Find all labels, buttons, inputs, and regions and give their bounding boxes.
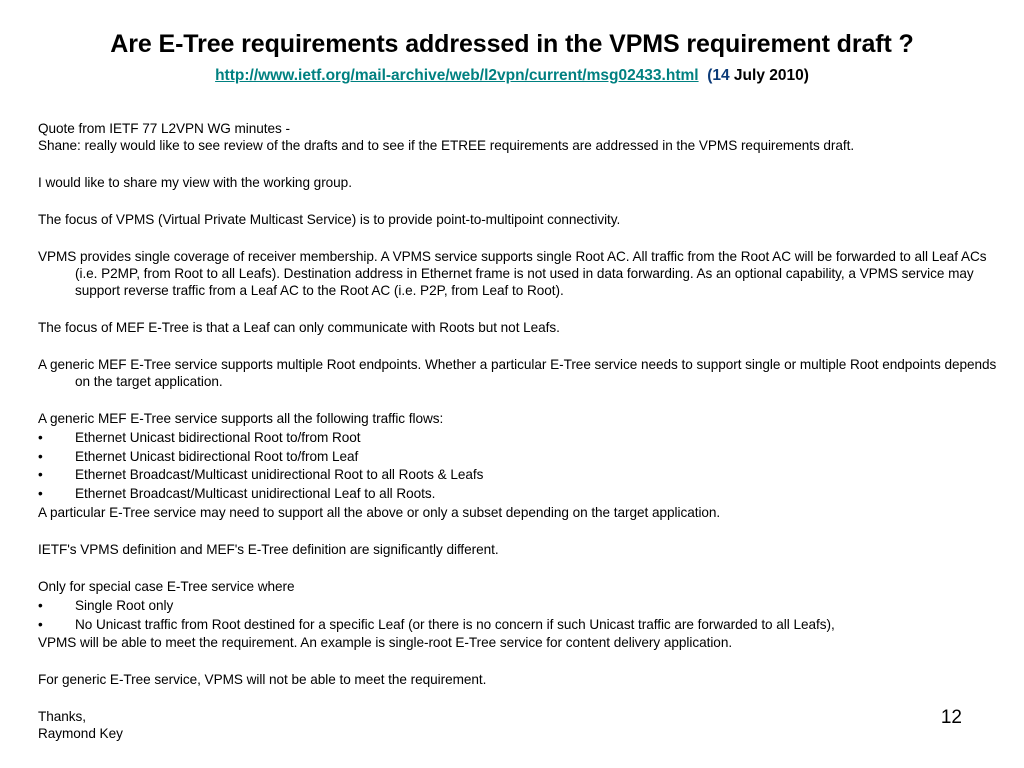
list-item xyxy=(38,466,998,483)
list-item xyxy=(38,448,998,465)
slide-body xyxy=(38,120,998,742)
quote-text: Shane: really would like to see review of the drafts and to see if the ETREE requirements are addressed in the VPMS requirements draft. xyxy=(38,138,855,153)
traffic-flows-list xyxy=(38,429,998,502)
vpms-coverage: VPMS provides single coverage of receiver membership. A VPMS service supports single Root AC. All traffic from the Root AC will be forwarded to all Leaf ACs (i.e. P2MP, from Root to all Leafs). Destination address in Ethernet frame is not used in data forwarding. As an optional capability, a VPMS service may support reverse traffic from a Leaf AC to the Root AC (i.e. P2P, from Leaf to Root). xyxy=(38,249,987,298)
list-item-text: Ethernet Unicast bidirectional Root to/from Root xyxy=(75,429,361,445)
list-item-text: Ethernet Unicast bidirectional Root to/from Leaf xyxy=(75,448,359,464)
slide-title: Are E-Tree requirements addressed in the VPMS requirement draft ? xyxy=(110,30,914,58)
mail-archive-link[interactable]: http://www.ietf.org/mail-archive/web/l2vpn/current/msg02433.html xyxy=(215,67,699,84)
quote-intro: Quote from IETF 77 L2VPN WG minutes - xyxy=(38,121,290,136)
list-item xyxy=(38,597,998,614)
date-day: 14 xyxy=(712,67,730,84)
date-open-paren: ( xyxy=(707,67,713,84)
bullet-icon: • xyxy=(38,429,43,445)
list-item-text: Ethernet Broadcast/Multicast unidirectional Root to all Roots & Leafs xyxy=(75,467,484,483)
list-item-text: No Unicast traffic from Root destined for a specific Leaf (or there is no concern if such Unicast traffic are forwarded to all Leafs), xyxy=(75,616,835,632)
thanks: Thanks, xyxy=(38,709,87,725)
list-item-text: Single Root only xyxy=(75,597,174,613)
bullet-icon: • xyxy=(38,616,43,632)
etree-focus: The focus of MEF E-Tree is that a Leaf can only communicate with Roots but not Leafs. xyxy=(38,320,560,335)
generic-conclusion: For generic E-Tree service, VPMS will not be able to meet the requirement. xyxy=(38,672,487,688)
bullet-icon: • xyxy=(38,486,43,502)
list-item-text: Ethernet Broadcast/Multicast unidirectional Leaf to all Roots. xyxy=(75,486,436,502)
special-case-intro: Only for special case E-Tree service where xyxy=(38,578,295,594)
special-case-outro: VPMS will be able to meet the requirement. An example is single-root E-Tree service for content delivery application. xyxy=(38,635,733,651)
signature: Raymond Key xyxy=(38,726,123,742)
share-statement: I would like to share my view with the working group. xyxy=(38,175,352,190)
list-item xyxy=(38,429,998,446)
bullet-icon: • xyxy=(38,467,43,483)
flows-outro: A particular E-Tree service may need to support all the above or only a subset depending on the target application. xyxy=(38,504,721,520)
date-month-year: July 2010) xyxy=(729,67,809,84)
special-cases-list xyxy=(38,597,998,633)
bullet-icon: • xyxy=(38,597,43,613)
etree-generic: A generic MEF E-Tree service supports multiple Root endpoints. Whether a particular E-Tree service needs to support single or multiple Root endpoints depends on the target application. xyxy=(38,357,997,389)
slide-subtitle xyxy=(0,66,1024,86)
vpms-focus: The focus of VPMS (Virtual Private Multicast Service) is to provide point-to-multipoint connectivity. xyxy=(38,212,621,227)
definitions-statement: IETF's VPMS definition and MEF's E-Tree definition are significantly different. xyxy=(38,541,499,557)
flows-intro: A generic MEF E-Tree service supports all the following traffic flows: xyxy=(38,411,444,426)
bullet-icon: • xyxy=(38,448,43,464)
list-item xyxy=(38,485,998,502)
list-item xyxy=(38,616,998,633)
page-number: 12 xyxy=(940,707,962,728)
